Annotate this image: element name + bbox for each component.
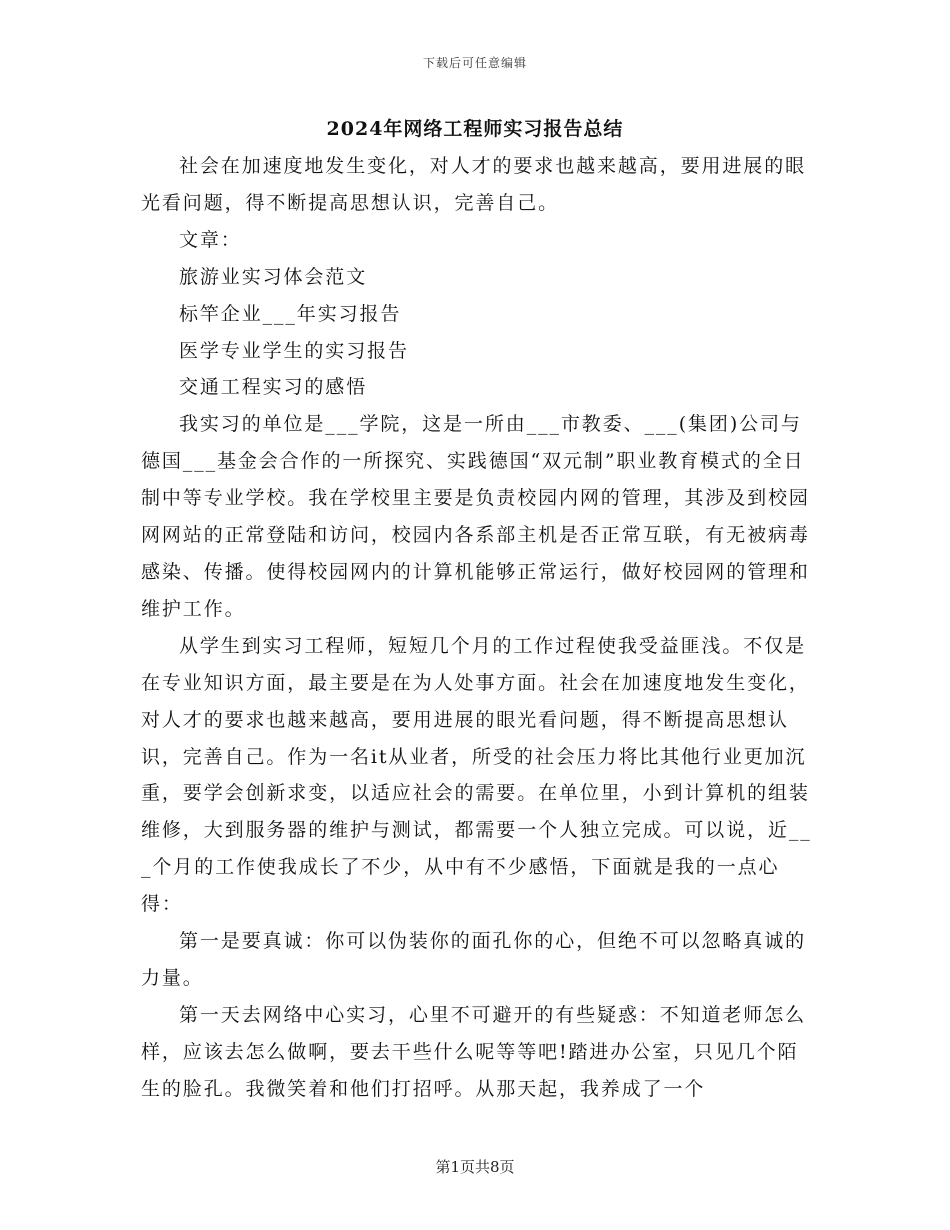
paragraph: 从学生到实习工程师，短短几个月的工作过程使我受益匪浅。不仅是在专业知识方面，最主要是在为人处事方面。社会在加速度地发生变化，对人才的要求也越来越高，要用进展的眼光看问题，得不断提高思想认识，完善自己。作为一名it从业者，所受的社会压力将比其他行业更加沉重，要学会创新求变，以适应社会的需要。在单位里，小到计算机的组装维修，大到服务器的维护与测试，都需要一个人独立完成。可以说，近___个月的工作使我成长了不少，从中有不少感悟，下面就是我的一点心得：	[141, 634, 812, 916]
list-item: 标竿企业___年实习报告	[179, 302, 402, 325]
paragraph: 我实习的单位是___学院，这是一所由___市教委、___(集团)公司与德国___基金会合作的一所探究、实践德国“双元制”职业教育模式的全日制中等专业学校。我在学校里主要是负责校园内网的管理，其涉及到校园网网站的正常登陆和访问，校园内各系部主机是否正常互联，有无被病毒感染、传播。使得校园网内的计算机能够正常运行，做好校园网的管理和维护工作。	[141, 413, 810, 620]
paragraph: 第一是要真诚：你可以伪装你的面孔你的心，但绝不可以忽略真诚的力量。	[141, 930, 807, 989]
document-title: 2024年网络工程师实习报告总结	[326, 118, 624, 140]
document-body	[141, 148, 813, 1108]
paragraph: 第一天去网络中心实习，心里不可避开的有些疑惑：不知道老师怎么样，应该去怎么做啊，要去干些什么呢等等吧!踏进办公室，只见几个陌生的脸孔。我微笑着和他们打招呼。从那天起，我养成了一个	[141, 1003, 807, 1100]
page-number-footer: 第1页共8页	[435, 1158, 515, 1176]
paragraph: 文章：	[179, 228, 242, 251]
header-note: 下载后可任意编辑	[422, 56, 527, 70]
list-item: 旅游业实习体会范文	[179, 265, 368, 288]
list-item: 医学专业学生的实习报告	[179, 339, 409, 362]
paragraph: 社会在加速度地发生变化，对人才的要求也越来越高，要用进展的眼光看问题，得不断提高思想认识，完善自己。	[141, 155, 807, 214]
list-item: 交通工程实习的感悟	[179, 376, 368, 399]
